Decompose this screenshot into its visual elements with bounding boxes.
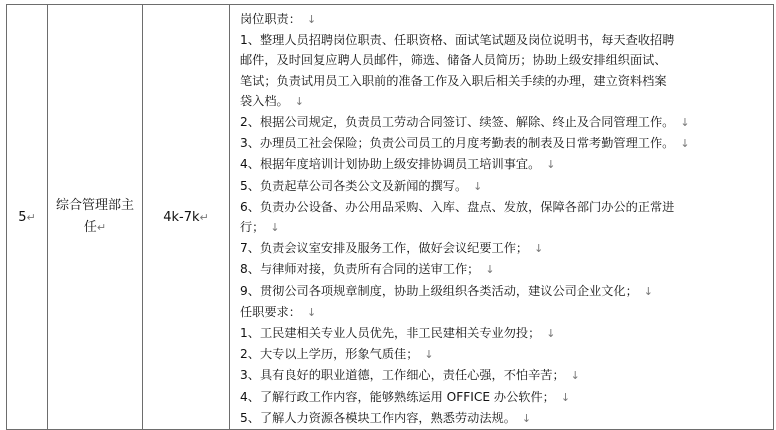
description-line-text: 行； [240,220,265,235]
salary-range: 4k-7k [163,209,200,225]
row-number-cell [7,5,48,430]
salary-cell [143,5,230,430]
description-cell [230,5,774,430]
description-line-text: 9、贯彻公司各项规章制度，协助上级组织各类活动，建议公司企业文化； [240,283,638,298]
description-line [240,154,773,175]
line-break-mark-icon: ↓ [680,116,690,130]
line-break-mark-icon: ↓ [680,137,690,151]
description-line-text: 4、了解行政工作内容，能够熟练运用 OFFICE 办公软件； [240,389,555,404]
description-line [240,238,773,259]
description-line-text: 邮件，及时回复应聘人员邮件，筛选、储备人员简历；协助上级安排组织面试、 [240,53,667,68]
description-line [240,365,773,386]
description-line [240,387,773,408]
description-line-text: 5、了解人力资源各模块工作内容，熟悉劳动法规。 [240,410,516,425]
description-line-text: 岗位职责： [240,12,301,26]
paragraph-mark-icon: ↵ [199,210,209,224]
description-line-text: 笔试；负责试用员工入职前的准备工作及入职后相关手续的办理，建立资料档案 [240,73,667,88]
description-line [240,281,773,302]
line-break-mark-icon: ↓ [534,242,544,256]
description-line-text: 1、整理人员招聘岗位职责、任职资格、面试笔试题及岗位说明书，每天查收招聘 [240,33,675,48]
row-number: 5 [18,209,27,225]
description-line-text: 袋入档。 [240,93,289,108]
description-line-text: 1、工民建相关专业人员优先，非工民建相关专业勿投； [240,326,541,341]
description-line [240,197,773,217]
line-break-mark-icon: ↓ [546,327,556,341]
description-line [240,71,773,91]
line-break-mark-icon: ↓ [270,221,280,235]
description-line [240,259,773,280]
description-line-text: 3、具有良好的职业道德，工作细心，责任心强，不怕辛苦； [240,368,565,383]
line-break-mark-icon: ↓ [643,284,653,298]
description-line [240,176,773,197]
description-line-text: 2、大专以上学历，形象气质佳； [240,347,419,362]
position-cell [48,5,143,430]
line-break-mark-icon: ↓ [570,369,580,383]
description-line-text: 5、负责起草公司各类公文及新闻的撰写。 [240,178,468,193]
description-line [240,217,773,238]
line-break-mark-icon: ↓ [473,179,483,193]
description-line-text: 8、与律师对接，负责所有合同的送审工作； [240,262,480,277]
description-line-text: 7、负责会议室安排及服务工作，做好会议纪要工作； [240,241,529,256]
description-line-text: 4、根据年度培训计划协助上级安排协调员工培训事宜。 [240,157,541,172]
description-line [240,408,773,429]
description-line-text: 3、办理员工社会保险；负责公司员工的月度考勤表的制表及日常考勤管理工作。 [240,136,675,151]
line-break-mark-icon: ↓ [306,13,317,26]
line-break-mark-icon: ↓ [521,411,532,425]
line-break-mark-icon: ↓ [485,263,495,277]
position-title-line-1: 综合管理部主 [55,198,134,214]
position-title-line-2: 任 [83,220,97,236]
description-line [240,91,773,112]
table-row [7,5,774,430]
line-break-mark-icon: ↓ [306,305,317,319]
description-line-text: 6、负责办公设备、办公用品采购、入库、盘点、发放，保障各部门办公的正常进 [240,199,675,214]
description-line-text: 2、根据公司规定，负责员工劳动合同签订、续签、解除、终止及合同管理工作。 [240,115,675,130]
description-lines [240,9,773,429]
description-line [240,344,773,365]
job-table [6,4,774,430]
description-line [240,30,773,50]
description-line [240,112,773,133]
description-line [240,9,773,30]
line-break-mark-icon: ↓ [546,158,556,172]
line-break-mark-icon: ↓ [560,390,571,404]
description-line [240,323,773,344]
line-break-mark-icon: ↓ [294,94,304,108]
paragraph-mark-icon: ↵ [96,221,107,235]
line-break-mark-icon: ↓ [424,348,434,362]
description-line-text: 任职要求： [240,304,301,319]
description-line [240,302,773,323]
paragraph-mark-icon: ↵ [26,210,36,224]
description-line [240,133,773,154]
description-line [240,50,773,70]
